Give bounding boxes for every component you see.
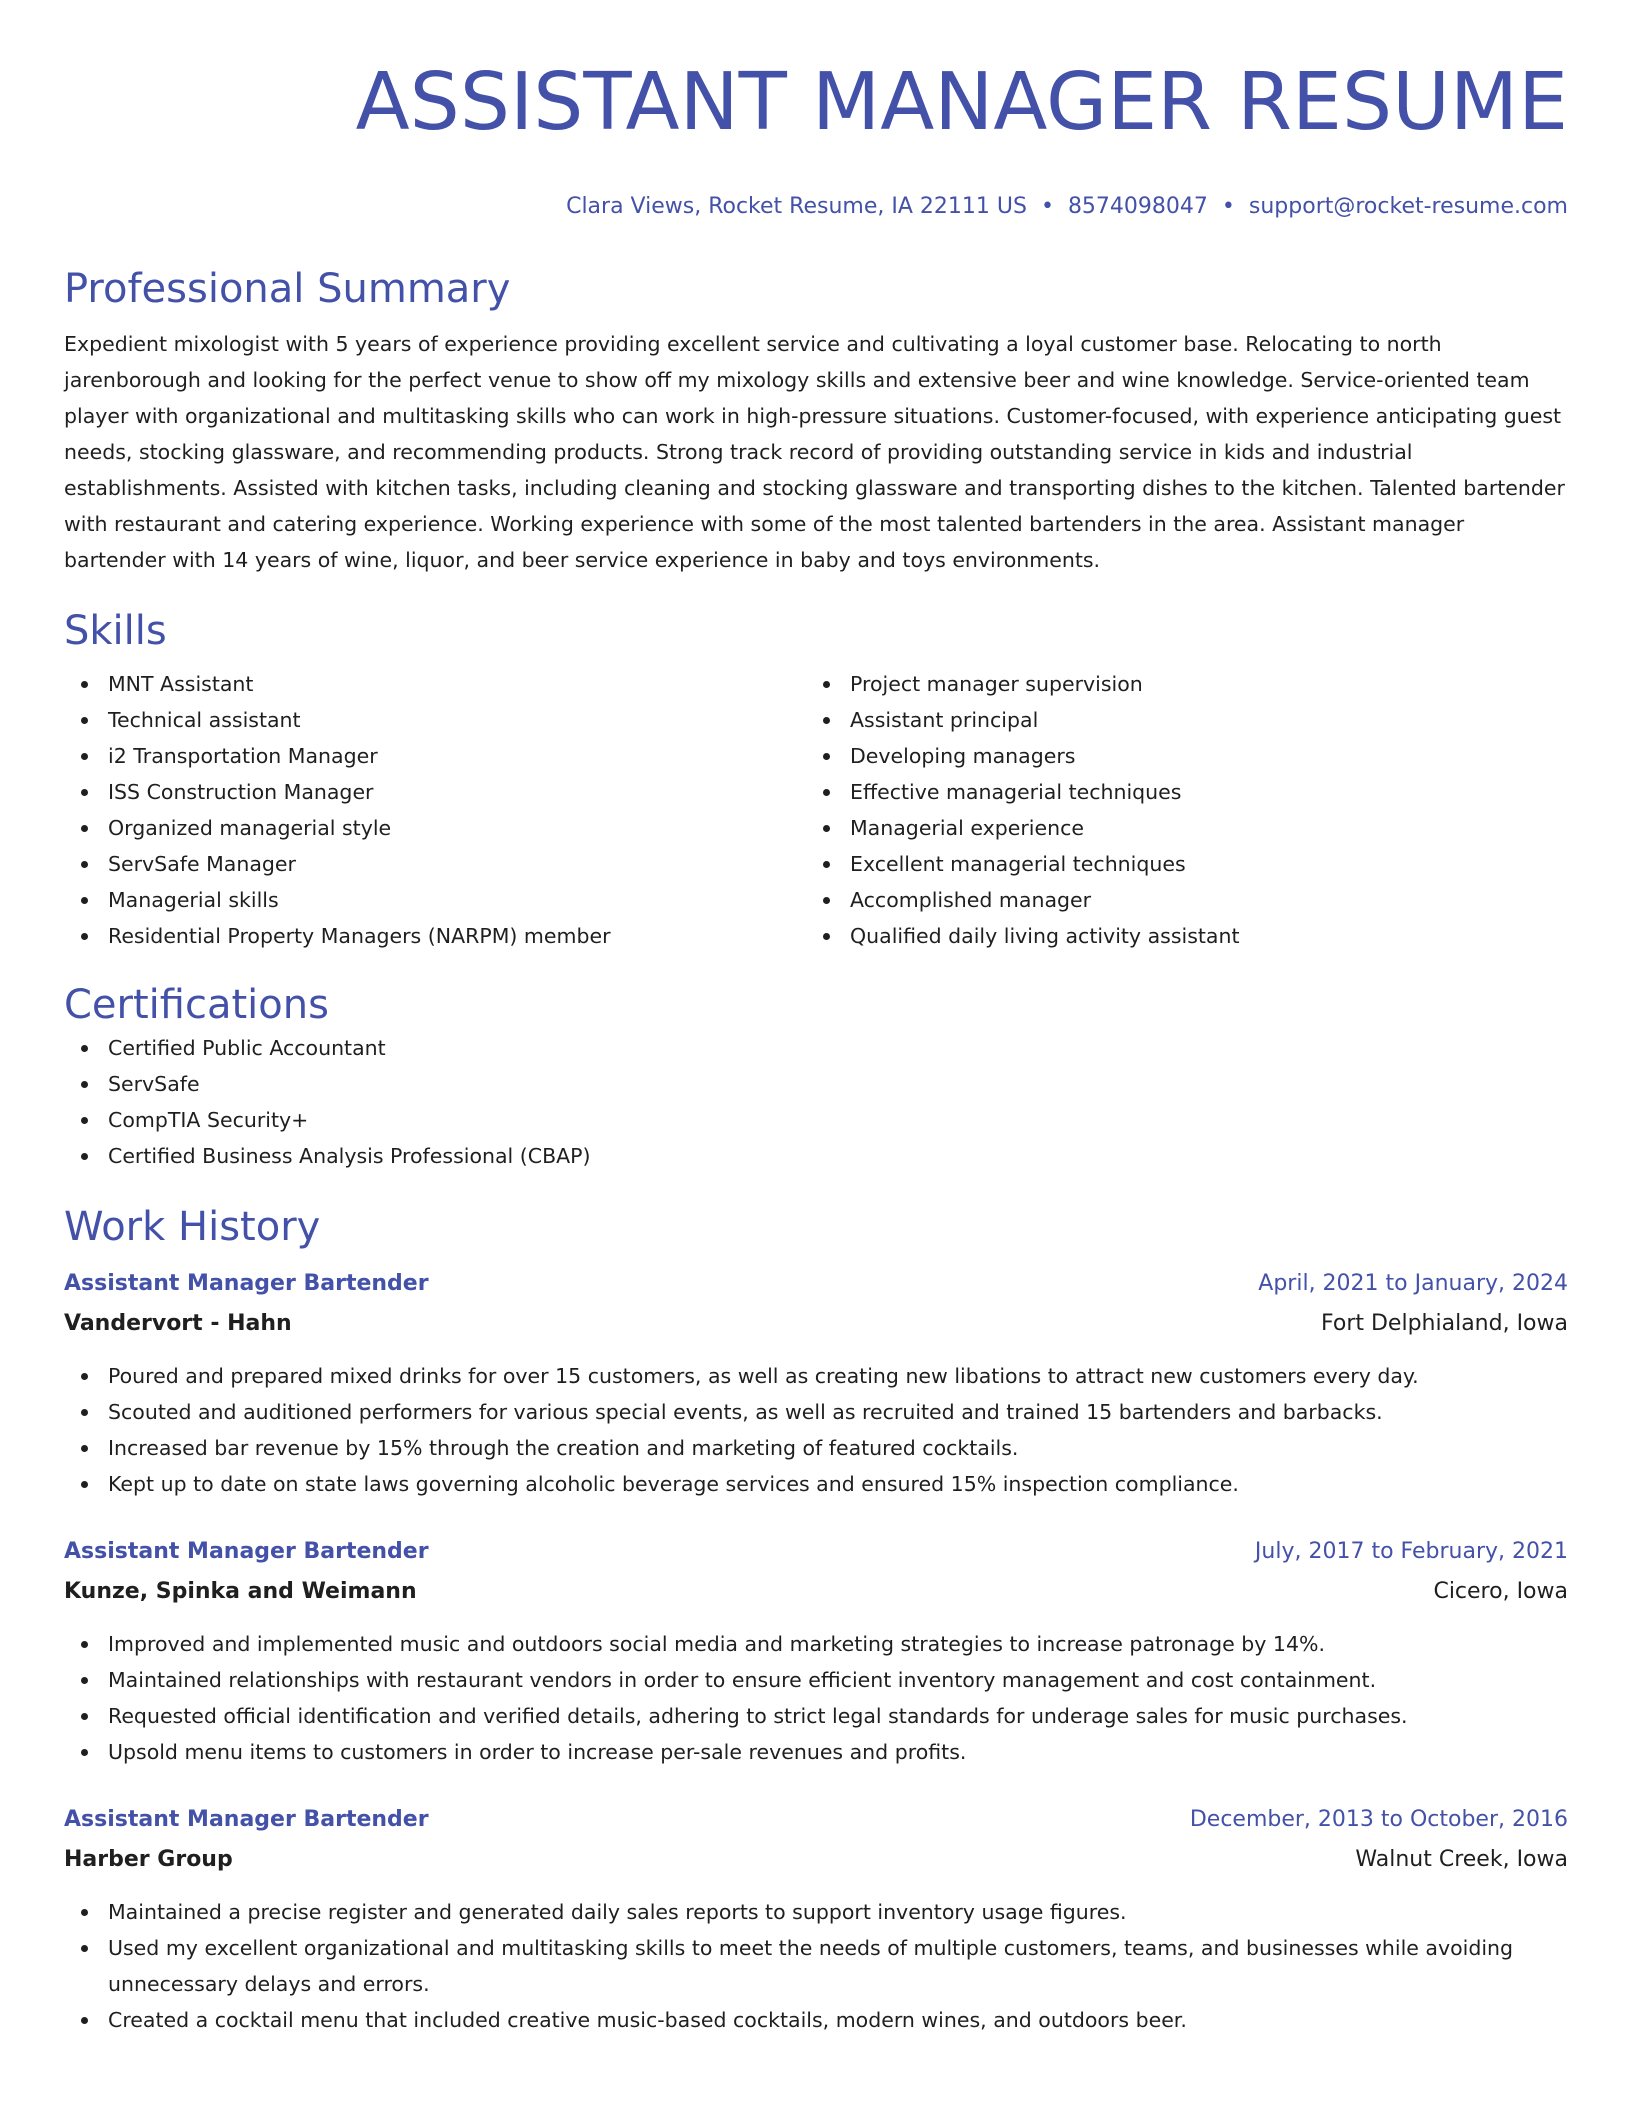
certification-item: CompTIA Security+ (64, 1102, 1568, 1138)
job-bullet: Maintained a precise register and generated daily sales reports to support inventory usage figures. (64, 1894, 1568, 1930)
job-title-row (64, 1800, 1568, 1840)
job-dates: July, 2017 to February, 2021 (1254, 1539, 1568, 1564)
summary-heading: Professional Summary (64, 266, 511, 312)
skill-item: Assistant principal (806, 702, 1548, 738)
skill-item: Accomplished manager (806, 882, 1548, 918)
skill-item: Qualified daily living activity assistant (806, 918, 1548, 954)
job-entry (64, 1264, 1568, 1502)
job-location: Cicero, Iowa (1433, 1579, 1568, 1604)
job-bullet: Kept up to date on state laws governing alcoholic beverage services and ensured 15% inspection compliance. (64, 1466, 1568, 1502)
certification-item: ServSafe (64, 1066, 1568, 1102)
skill-item: Effective managerial techniques (806, 774, 1548, 810)
skills-columns (64, 666, 1568, 954)
skill-item: Project manager supervision (806, 666, 1548, 702)
job-bullet: Increased bar revenue by 15% through the creation and marketing of featured cocktails. (64, 1430, 1568, 1466)
job-bullets (64, 1894, 1568, 2038)
job-entry (64, 1800, 1568, 2038)
job-dates: December, 2013 to October, 2016 (1189, 1807, 1568, 1832)
job-bullets (64, 1626, 1568, 1770)
skill-item: Managerial skills (64, 882, 806, 918)
certifications-list (64, 1030, 1568, 1174)
skill-item: Organized managerial style (64, 810, 806, 846)
job-bullet: Requested official identification and verified details, adhering to strict legal standards for underage sales for music purchases. (64, 1698, 1568, 1734)
job-bullets (64, 1358, 1568, 1502)
job-title: Assistant Manager Bartender (64, 1271, 429, 1296)
skill-item: ISS Construction Manager (64, 774, 806, 810)
skill-item: ServSafe Manager (64, 846, 806, 882)
skill-item: i2 Transportation Manager (64, 738, 806, 774)
skills-list-right (806, 666, 1548, 954)
contact-address: Clara Views, Rocket Resume, IA 22111 US (566, 194, 1027, 219)
work-history-heading: Work History (64, 1204, 321, 1250)
job-bullet: Scouted and auditioned performers for various special events, as well as recruited and trained 15 bartenders and barbacks. (64, 1394, 1568, 1430)
job-bullet: Created a cocktail menu that included creative music-based cocktails, modern wines, and outdoors beer. (64, 2002, 1568, 2038)
certifications-heading: Certifications (64, 982, 329, 1028)
contact-phone: 8574098047 (1067, 194, 1208, 219)
skills-heading: Skills (64, 608, 167, 654)
job-bullet: Poured and prepared mixed drinks for over 15 customers, as well as creating new libations to attract new customers every day. (64, 1358, 1568, 1394)
certification-item: Certified Business Analysis Professional (CBAP) (64, 1138, 1568, 1174)
summary-text: Expedient mixologist with 5 years of experience providing excellent service and cultivating a loyal customer base. Relocating to north jarenborough and looking for the perfect venue to show off my mixology skills and extensive beer and wine knowledge. Service-oriented team player with organizational and multitasking skills who can work in high-pressure situations. Customer-focused, with experience anticipating guest needs, stocking glassware, and recommending products. Strong track record of providing outstanding service in kids and industrial establishments. Assisted with kitchen tasks, including cleaning and stocking glassware and transporting dishes to the kitchen. Talented bartender with restaurant and catering experience. Working experience with some of the most talented bartenders in the area. Assistant manager bartender with 14 years of wine, liquor, and beer service experience in baby and toys environments. (64, 332, 1565, 572)
job-title: Assistant Manager Bartender (64, 1539, 429, 1564)
job-location: Walnut Creek, Iowa (1355, 1847, 1568, 1872)
skills-list-left (64, 666, 806, 954)
skill-item: MNT Assistant (64, 666, 806, 702)
skill-item: Developing managers (806, 738, 1548, 774)
job-company: Vandervort - Hahn (64, 1311, 292, 1336)
job-location: Fort Delphialand, Iowa (1321, 1311, 1568, 1336)
contact-line (64, 192, 1568, 222)
job-company: Kunze, Spinka and Weimann (64, 1579, 417, 1604)
contact-separator: • (1040, 194, 1054, 219)
job-title-row (64, 1532, 1568, 1572)
contact-email: support@rocket-resume.com (1248, 194, 1568, 219)
skill-item: Managerial experience (806, 810, 1548, 846)
job-bullet: Used my excellent organizational and multitasking skills to meet the needs of multiple customers, teams, and businesses while avoiding unnecessary delays and errors. (64, 1930, 1568, 2002)
job-title: Assistant Manager Bartender (64, 1807, 429, 1832)
job-title-row (64, 1264, 1568, 1304)
contact-separator: • (1221, 194, 1235, 219)
job-dates: April, 2021 to January, 2024 (1258, 1271, 1568, 1296)
job-company-row (64, 1572, 1568, 1612)
job-company-row (64, 1304, 1568, 1344)
job-bullet: Improved and implemented music and outdoors social media and marketing strategies to increase patronage by 14%. (64, 1626, 1568, 1662)
job-company-row (64, 1840, 1568, 1880)
skill-item: Technical assistant (64, 702, 806, 738)
job-entry (64, 1532, 1568, 1770)
job-bullet: Upsold menu items to customers in order to increase per-sale revenues and profits. (64, 1734, 1568, 1770)
skill-item: Residential Property Managers (NARPM) member (64, 918, 806, 954)
job-bullet: Maintained relationships with restaurant vendors in order to ensure efficient inventory management and cost containment. (64, 1662, 1568, 1698)
skill-item: Excellent managerial techniques (806, 846, 1548, 882)
resume-header (64, 0, 1568, 222)
certification-item: Certified Public Accountant (64, 1030, 1568, 1066)
job-company: Harber Group (64, 1847, 233, 1872)
resume-name: ASSISTANT MANAGER RESUME (355, 56, 1568, 148)
